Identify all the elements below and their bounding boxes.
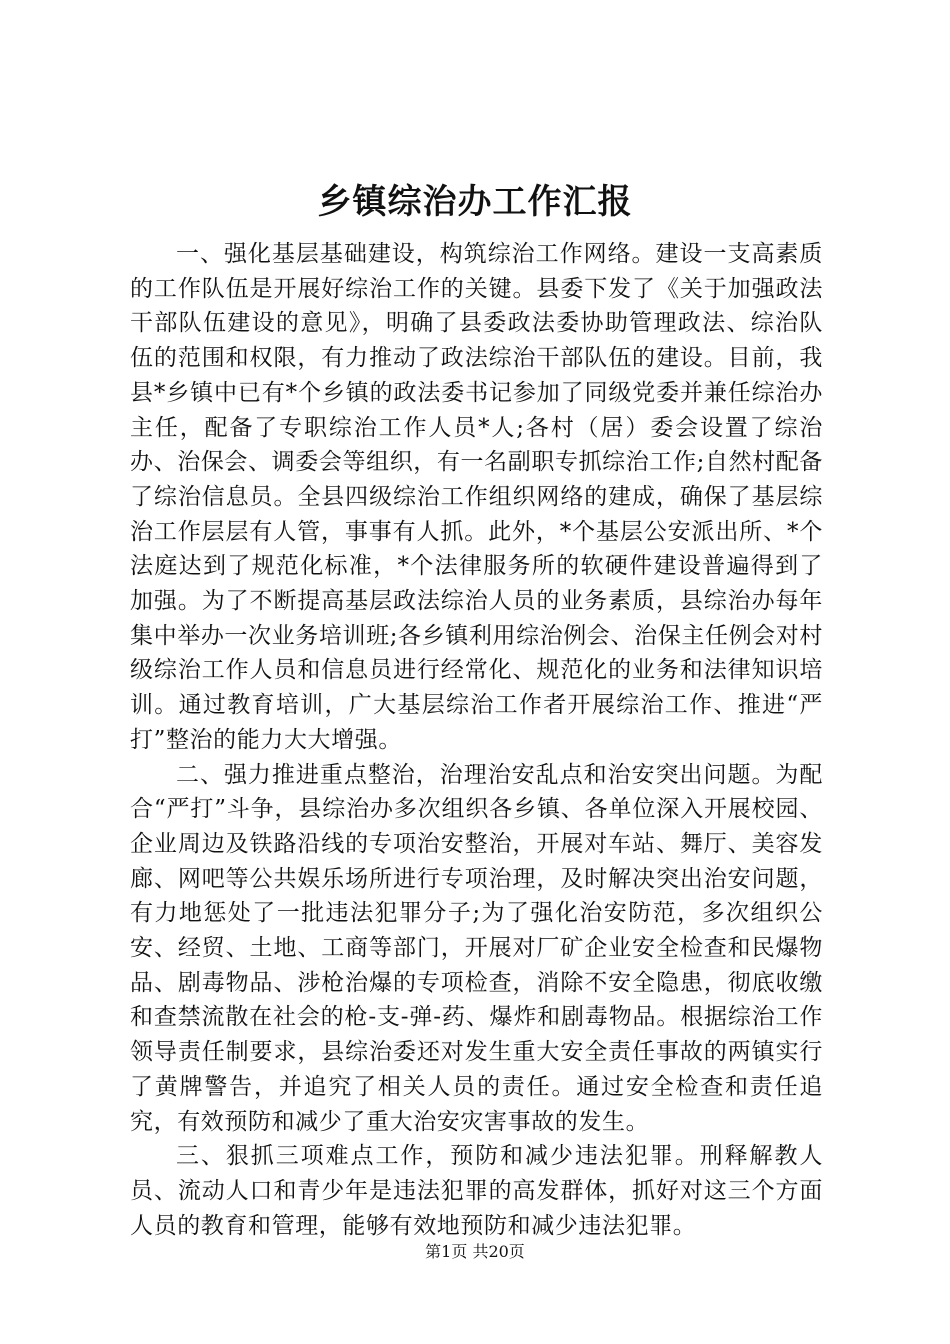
paragraph-3: 三、狠抓三项难点工作，预防和减少违法犯罪。刑释解教人员、流动人口和青少年是违法犯罪的高发群体，抓好对这三个方面人员的教育和管理，能够有效地预防和减少违法犯罪。 [130,1143,823,1239]
document-title: 乡镇综治办工作汇报 [317,182,633,222]
paragraph-1: 一、强化基层基础建设，构筑综治工作网络。建设一支高素质的工作队伍是开展好综治工作的关键。县委下发了《关于加强政法干部队伍建设的意见》，明确了县委政法委协助管理政法、综治队伍的范围和权限，有力推动了政法综治干部队伍的建设。目前，我县*乡镇中已有*个乡镇的政法委书记参加了同级党委并兼任综治办主任，配备了专职综治工作人员*人;各村（居）委会设置了综治办、治保会、调委会等组织，有一名副职专抓综治工作;自然村配备了综治信息员。全县四级综治工作组织网络的建成，确保了基层综治工作层层有人管，事事有人抓。此外，*个基层公安派出所、*个法庭达到了规范化标准，*个法律服务所的软硬件建设普遍得到了加强。为了不断提高基层政法综治人员的业务素质，县综治办每年集中举办一次业务培训班;各乡镇利用综治例会、治保主任例会对村级综治工作人员和信息员进行经常化、规范化的业务和法律知识培训。通过教育培训，广大基层综治工作者开展综治工作、推进“严打”整治的能力大大增强。 [130,241,823,753]
document-body [130,237,823,1243]
page-number: 第1页 共20页 [425,1242,525,1261]
paragraph-2: 二、强力推进重点整治，治理治安乱点和治安突出问题。为配合“严打”斗争，县综治办多次组织各乡镇、各单位深入开展校园、企业周边及铁路沿线的专项治安整治，开展对车站、舞厅、美容发廊、网吧等公共娱乐场所进行专项治理，及时解决突出治安问题，有力地惩处了一批违法犯罪分子;为了强化治安防范，多次组织公安、经贸、土地、工商等部门，开展对厂矿企业安全检查和民爆物品、剧毒物品、涉枪治爆的专项检查，消除不安全隐患，彻底收缴和查禁流散在社会的枪-支-弹-药、爆炸和剧毒物品。根据综治工作领导责任制要求，县综治委还对发生重大安全责任事故的两镇实行了黄牌警告，并追究了相关人员的责任。通过安全检查和责任追究，有效预防和减少了重大治安灾害事故的发生。 [130,761,823,1135]
